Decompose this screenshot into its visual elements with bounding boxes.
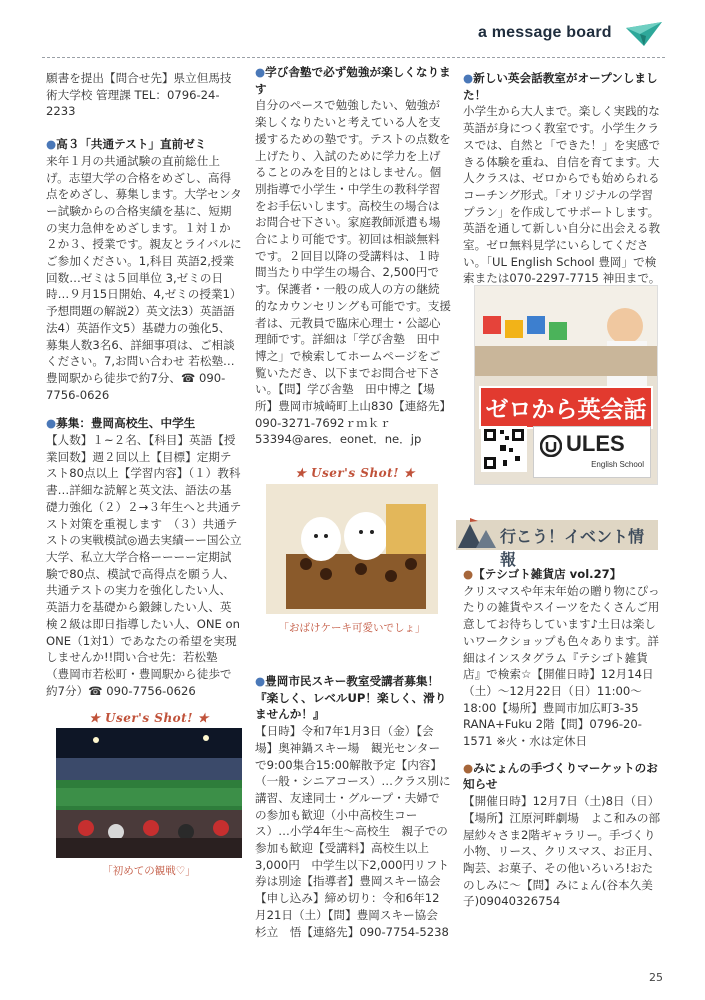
event-body: クリスマスや年末年始の贈り物にぴったりの雑貨やスイーツをたくさんご用意してお待ちしています♪土日は楽しいワークショップも色々あります。詳細はインスタグラム『テシゴト雑貨店』で検索☆【開催日時】12月14日（土）～12月22日（日）11:00～18:00【場所】豊岡市加広町3-35 RANA+Fuku 2階【問】0796-20-1571 ※火・水は定休日 xyxy=(463,583,660,749)
section-body: 小学生から大人まで。楽しく実践的な英語が身につく教室です。小学生クラスでは、自然と「できた！」を実感できる体験を重ね、自信を育てます。大人クラスは、ゼロからでも始められるコーチング形式。「オリジナルの学習プラン」を作成してサポートします。英語を通して新しい自分に出会える教室。ゼロ無料見学にいらしてください。「UL English School 豊岡」で検索または070-2297-7715 神田まで。 xyxy=(463,104,661,286)
section-heading: ●高３「共通テスト」直前ゼミ xyxy=(46,137,207,152)
bullet-icon: ● xyxy=(463,567,474,581)
paper-plane-icon xyxy=(624,18,664,48)
column-1 xyxy=(46,70,242,699)
section-heading: ●豊岡市民スキー教室受講者募集！『楽しく、レベルUP！楽しく、滑りませんか！』 xyxy=(255,674,447,722)
section-body: 自分のペースで勉強したい、勉強が楽しくなりたいと考えている人を支援するための塾です。テストの点数を上げたり、入試のために学力を上げることのみを目的とはしません。個別指導で小学生・中学生の教科学習をお手伝いします。高校生の場合はお問合せ下さい。家庭教師派遣も場合により可能です。初回は相談無料です。２回目以降の受講料は、１時間当たり中学生の場合、2,500円です。保護者・一般の成人の方の継続的なカウンセリングも可能です。支援者は、元教員で臨床心理士・公認心理師です。詳細は「学び舎塾 田中博之」で検索してホームページをご覧いただき、以下までお問合せ下さい。【問】学び舎塾 田中博之【場所】豊岡市城崎町上山830【連絡先】090-3271-7692ｒｍｋｒ53394@ares．eonet．ne．jp xyxy=(255,98,451,447)
section-heading: ●募集：豊岡高校生、中学生 xyxy=(46,416,196,431)
bullet-icon: ● xyxy=(463,71,474,85)
section-body: 来年１月の共通試験の直前総仕上げ。志望大学の合格をめざし、高得点をめざし、募集します。大学センター試験からの合格実績を基に、短期の実力急伸をめざします。１対１か２か３、授業です。親友とライバルにご参加ください。1,科目 英語2,授業回数…ゼミは５回単位 3,ゼミの日時…９月15日開始、4,ゼミの授業1）予想問題の解説2）英文法3）英語語法4）英語作文5）基礎力の強化5、募集人数3名6、詳細事項は、ご相談ください。7,お問い合わせ 若松塾…豊岡駅から徒歩で約7分、☎ 090-7756-0626 xyxy=(46,153,242,402)
bullet-icon: ● xyxy=(46,416,57,431)
events-column xyxy=(463,566,663,910)
intro-text: 願書を提出【問合せ先】県立但馬技術大学校 管理課 TEL：0796-24-2233 xyxy=(46,71,232,119)
ad-brand-subtitle: English School xyxy=(591,460,644,469)
english-school-ad xyxy=(474,285,658,485)
bullet-icon: ● xyxy=(255,65,266,79)
qr-code-icon xyxy=(481,426,527,472)
column-3 xyxy=(463,70,663,287)
bullet-icon: ● xyxy=(255,674,266,688)
event-banner-title: 行こう！イベント情報 xyxy=(500,527,645,569)
bullet-icon: ● xyxy=(463,760,474,775)
ghost-cake-photo xyxy=(266,484,438,614)
users-shot-label: ★ User's Shot! ★ xyxy=(295,466,415,480)
board-title: a message board xyxy=(478,24,612,41)
event-info-banner xyxy=(456,514,658,569)
event-heading: ●みにょんの手づくりマーケットのお知らせ xyxy=(463,760,658,792)
page-number: 25 xyxy=(649,971,663,984)
ules-logo-icon xyxy=(540,435,562,457)
section-heading: ●新しい英会話教室がオープンしました！ xyxy=(463,71,658,102)
ad-brand-box xyxy=(533,426,651,478)
event-body: 【開催日時】12月7日（土)8日（日）【場所】江原河畔劇場 よこ和みの部屋紗々さま2階ギャラリー。手づくり小物、リース、クリスマス、お正月、陶芸、お菓子、その他いろいろ!おたのしみに～【問】みにょん(谷本久美子)09040326754 xyxy=(463,794,661,909)
ad-brand-name: ULES xyxy=(566,431,625,456)
section-body: 【日時】令和7年1月3日（金）【会場】奥神鍋スキー場 観光センターで9:00集合15:00解散予定【内容】（一般・シニアコース）…クラス別に講習、友達同士・グループ・夫婦での参加も歓迎（小中高校生コース）…小学4年生～高校生 親子での参加も歓迎【受講料】高校生以上3,000円 中学生以下2,000円リフト券は別途【指導者】豊岡スキー協会【申し込み】締め切り：令和6年12月21日（土）【問】豊岡スキー協会 杉立 悟【連絡先】090-7754-5238 xyxy=(255,724,451,939)
baseball-stadium-photo xyxy=(56,728,242,858)
header-divider xyxy=(42,57,665,58)
photo-caption: 「初めての観戦♡」 xyxy=(102,865,196,877)
section-heading: ●学び舎塾で必ず勉強が楽しくなります xyxy=(255,65,451,96)
column-2-lower xyxy=(255,673,451,940)
users-shot-label: ★ User's Shot! ★ xyxy=(89,711,209,725)
column-2 xyxy=(255,64,451,448)
photo-caption: 「おばけケーキ可愛いでしょ」 xyxy=(278,622,426,634)
section-body: 【人数】１~２名、【科目】英語【授業回数】週２回以上【目標】定期テスト80点以上【学習内容】（１）教科書…詳細な読解と英文法、語法の基礎力強化（２）２→３年生へと共通テスト対策を重視します （３）共通テストの実戦模試◎過去実績ーー国公立大学、私立大学合格ーーーー定期試験で80点、模試で高得点を願う人、共通テストの実力を強化したい人、英語力を基礎から鍛錬したい人、英検２級は即日指導したい人、ONE on ONE（1対1）であなたの希望を実現しませんか!!問い合せ先：若松塾 （豊岡市若松町・豊岡駅から徒歩で約7分）☎ 090-7756-0626 xyxy=(46,433,242,698)
bullet-icon: ● xyxy=(46,137,57,152)
ad-headline: ゼロから英会話 xyxy=(479,386,653,429)
event-heading: ●【テシゴト雑貨店 vol.27】 xyxy=(463,567,622,581)
